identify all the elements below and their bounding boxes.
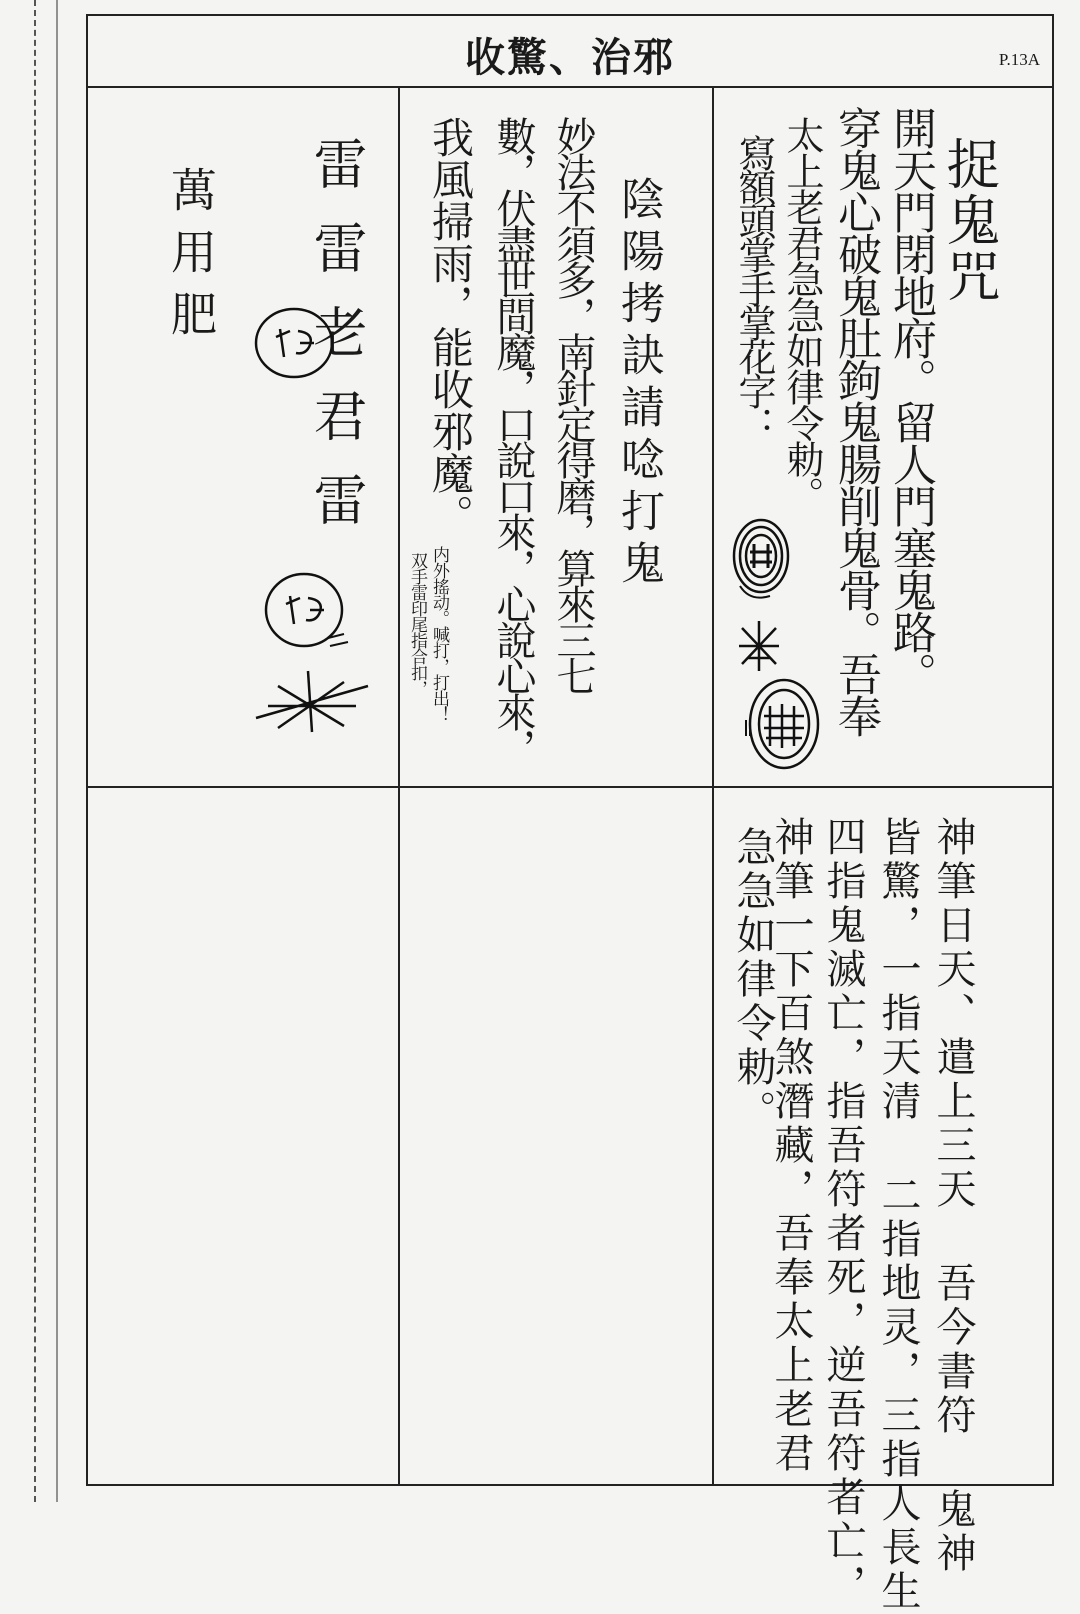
circle-seal-icon-2 (258, 564, 358, 664)
incantation-note-2: 双手雷印尾指合扣， (407, 552, 427, 696)
note-line-5: 急急如律令勅。 (730, 826, 776, 1134)
binder-perforation-right (56, 0, 58, 1502)
star-talisman-icon (734, 616, 784, 676)
star-talisman-icon-2 (248, 666, 378, 736)
column-divider-left (398, 86, 400, 1484)
page-number: P.13A (998, 50, 1040, 69)
note-line-2: 皆驚，一指天清 二指地灵，三指人長生 (875, 816, 921, 1614)
incantation-line-4: 我風掃雨，能收邪魔。 (426, 116, 475, 536)
page-frame (86, 14, 1054, 1614)
incantation-note-1: 内外搖动。喊打，打出！ (429, 546, 449, 722)
note-line-4: 神筆一下百煞潛藏，吾奉太上老君 (768, 816, 814, 1476)
row-divider (88, 786, 1052, 788)
spell-line-2: 穿鬼心破鬼肚鉤鬼腸削鬼骨。吾奉 (830, 106, 881, 736)
binder-perforation-left (34, 0, 36, 1502)
note-line-1: 神筆日天、遣上三天 吾今書符 鬼神 (930, 816, 976, 1576)
note-line-3: 四指鬼滅亡，指吾符者死，逆吾符者亡， (820, 816, 866, 1608)
spell-line-4: 寫額頭掌手掌花字： (732, 134, 776, 440)
incantation-line-3: 數，伏盡世間魔，口說口來，心說心來， (490, 116, 536, 764)
talisman-caption: 萬用肥 (164, 166, 218, 352)
talisman-characters: 雷雷老君雷 (305, 136, 368, 556)
circle-seal-icon-1 (250, 301, 340, 391)
spell-line-3: 太上老君急急如律令勅。 (780, 116, 824, 512)
page-title: 收驚、治邪 (465, 34, 675, 81)
column-divider-right (712, 86, 714, 1484)
spell-line-1: 開天門閉地府。留人門塞鬼路。 (885, 106, 936, 694)
swirl-seal-icon (730, 516, 792, 606)
incantation-line-1: 陰陽拷訣請唸打鬼 (613, 176, 664, 592)
grid-seal-icon (740, 676, 822, 776)
page-header (88, 16, 1052, 88)
spell-heading: 捉鬼咒 (938, 136, 1001, 304)
incantation-line-2: 妙法不須多，南針定得磨，算來三七 (550, 116, 596, 692)
